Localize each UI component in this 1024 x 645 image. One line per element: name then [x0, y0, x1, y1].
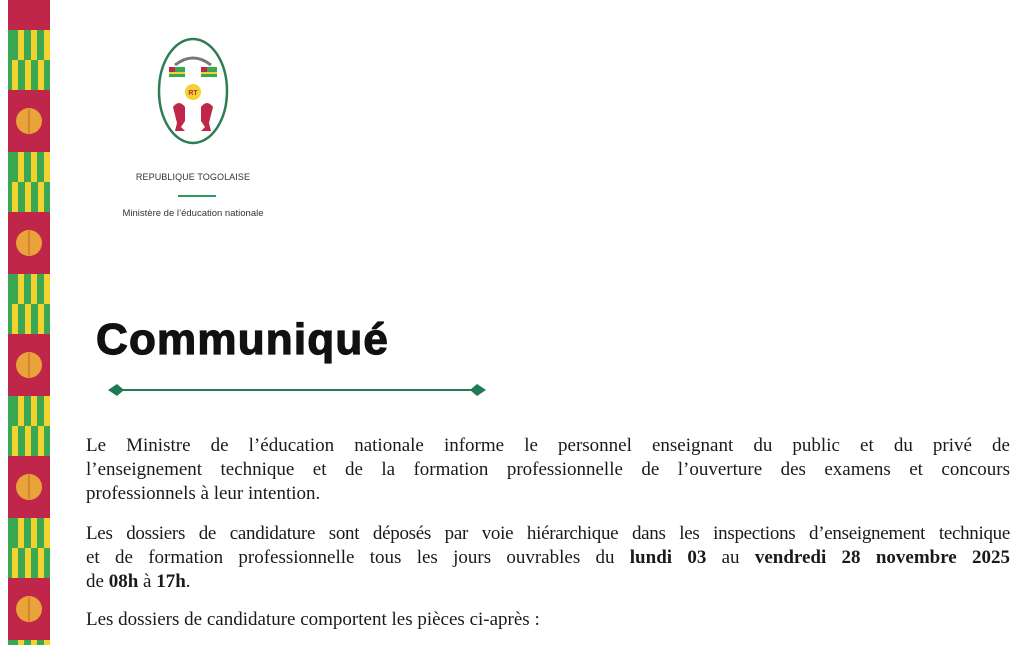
band-pattern: [8, 640, 50, 645]
band-pattern: [38, 304, 44, 334]
band-pattern: [25, 426, 31, 456]
text-line: l’enseignement technique et de la formation professionnelle de l’ouverture des examens et concours: [86, 459, 1010, 480]
text-segment: de: [86, 571, 109, 592]
band-pattern: [8, 152, 50, 182]
band-pattern: [38, 60, 44, 90]
text-segment: au: [706, 547, 755, 568]
text-line: [86, 546, 1010, 570]
text-line: Les dossiers de candidature sont déposés par voie hiérarchique dans les inspections d’enseignement technique: [86, 523, 1010, 544]
band-pattern: [44, 30, 50, 60]
band-pattern: [31, 152, 37, 182]
band-pattern: [31, 640, 37, 645]
band-pattern: [12, 426, 18, 456]
band-pattern: [18, 640, 24, 645]
text-segment: .: [185, 571, 191, 592]
band-pattern: [8, 30, 50, 60]
band-pattern: [25, 60, 31, 90]
band-pattern: [12, 304, 18, 334]
band-pattern: [18, 30, 24, 60]
header-divider: [178, 195, 216, 197]
svg-text:RT: RT: [188, 90, 198, 97]
band-pattern: [31, 396, 37, 426]
band-pattern: [25, 548, 31, 578]
band-pattern: [12, 182, 18, 212]
ministry-name: Ministère de l’éducation nationale: [122, 208, 264, 219]
page-title: Communiqué: [96, 315, 390, 364]
end-time: 17h: [156, 571, 186, 592]
text-segment: et de formation professionnelle tous les jours ouvrables du: [86, 547, 630, 568]
text-line: [86, 570, 1010, 594]
band-pattern: [44, 274, 50, 304]
country-name: REPUBLIQUE TOGOLAISE: [135, 172, 251, 182]
start-date: lundi 03: [629, 547, 707, 568]
band-pattern: [12, 60, 18, 90]
text-line: professionnels à leur intention.: [86, 483, 321, 504]
communique-body: [86, 434, 1010, 634]
kente-border-decoration: [8, 0, 50, 645]
band-pattern: [44, 640, 50, 645]
band-pattern: [8, 518, 50, 548]
start-time: 08h: [108, 571, 139, 592]
band-pattern: [44, 152, 50, 182]
band-pattern: [8, 0, 50, 30]
band-pattern: [44, 518, 50, 548]
band-pattern: [38, 548, 44, 578]
band-pattern: [31, 30, 37, 60]
band-pattern: [18, 274, 24, 304]
band-pattern: [38, 182, 44, 212]
band-pattern: [18, 152, 24, 182]
band-pattern: [8, 396, 50, 426]
band-pattern: [44, 396, 50, 426]
band-pattern: [18, 396, 24, 426]
band-pattern: [25, 182, 31, 212]
togo-coat-of-arms-logo: [157, 37, 229, 145]
band-pattern: [38, 426, 44, 456]
band-pattern: [12, 548, 18, 578]
band-pattern: [31, 518, 37, 548]
end-date: vendredi 28 novembre 2025: [754, 547, 1010, 568]
text-segment: à: [138, 571, 157, 592]
text-line: Le Ministre de l’éducation nationale informe le personnel enseignant du public et du privé de: [86, 435, 1010, 456]
band-pattern: [25, 304, 31, 334]
band-pattern: [8, 274, 50, 304]
title-divider: [108, 382, 486, 398]
band-pattern: [18, 518, 24, 548]
band-pattern: [31, 274, 37, 304]
text-line: Les dossiers de candidature comportent les pièces ci-après :: [86, 609, 540, 630]
